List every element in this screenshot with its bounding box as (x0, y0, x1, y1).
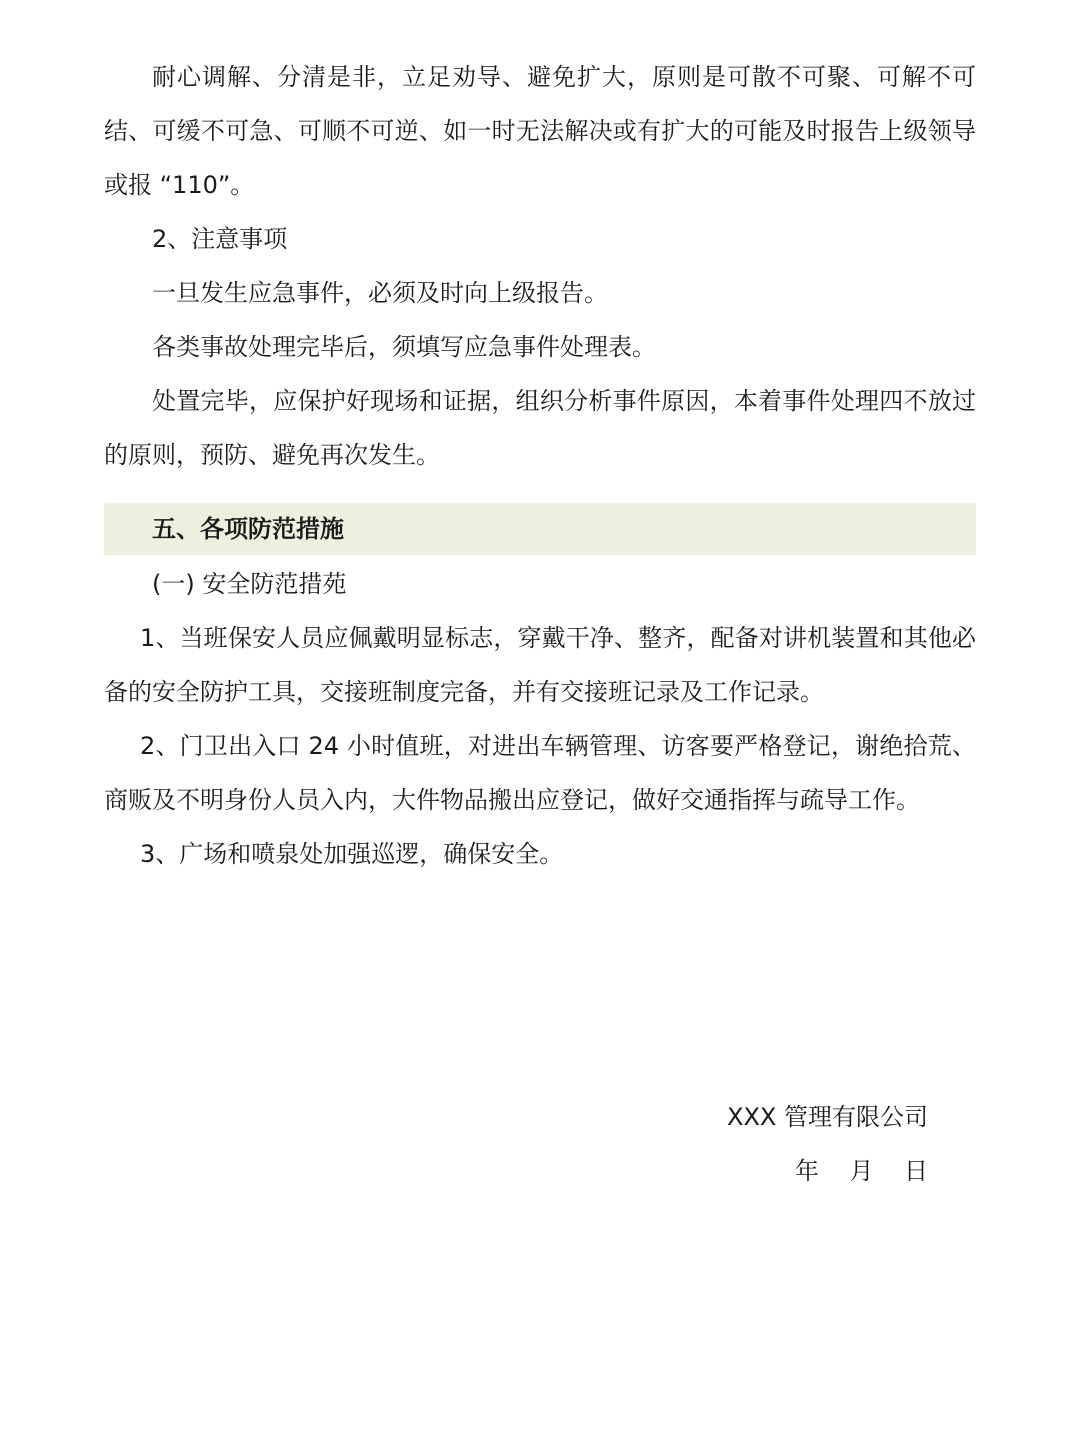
paragraph-mediation: 耐心调解、分清是非，立足劝导、避免扩大，原则是可散不可聚、可解不可结、可缓不可急、可顺不可逆、如一时无法解决或有扩大的可能及时报告上级领导或报 “110”。 (104, 63, 976, 199)
section-heading: 五、各项防范措施 (152, 515, 344, 543)
paragraph-fill-form: 各类事故处理完毕后，须填写应急事件处理表。 (152, 333, 656, 361)
measure-item-2: 2、门卫出入口 24 小时值班，对进出车辆管理、访客要严格登记，谢绝拾荒、商贩及不明身份人员入内，大件物品搬出应登记，做好交通指挥与疏导工作。 (104, 732, 976, 814)
section-subtitle: (一) 安全防范措苑 (152, 570, 347, 598)
signature-company: XXX 管理有限公司 (727, 1103, 928, 1131)
measure-item-1: 1、当班保安人员应佩戴明显标志，穿戴干净、整齐，配备对讲机装置和其他必备的安全防护工具，交接班制度完备，并有交接班记录及工作记录。 (104, 624, 976, 706)
top-text-block (104, 50, 976, 482)
paragraph-report: 一旦发生应急事件，必须及时向上级报告。 (152, 279, 608, 307)
measure-item-3: 3、广场和喷泉处加强巡逻，确保安全。 (140, 840, 564, 868)
paragraph-notes-heading: 2、注意事项 (152, 225, 288, 253)
signature-date: 年 月 日 (794, 1157, 928, 1185)
section-body (104, 557, 976, 881)
paragraph-preserve-scene: 处置完毕，应保护好现场和证据，组织分析事件原因，本着事件处理四不放过的原则，预防、避免再次发生。 (104, 387, 976, 469)
